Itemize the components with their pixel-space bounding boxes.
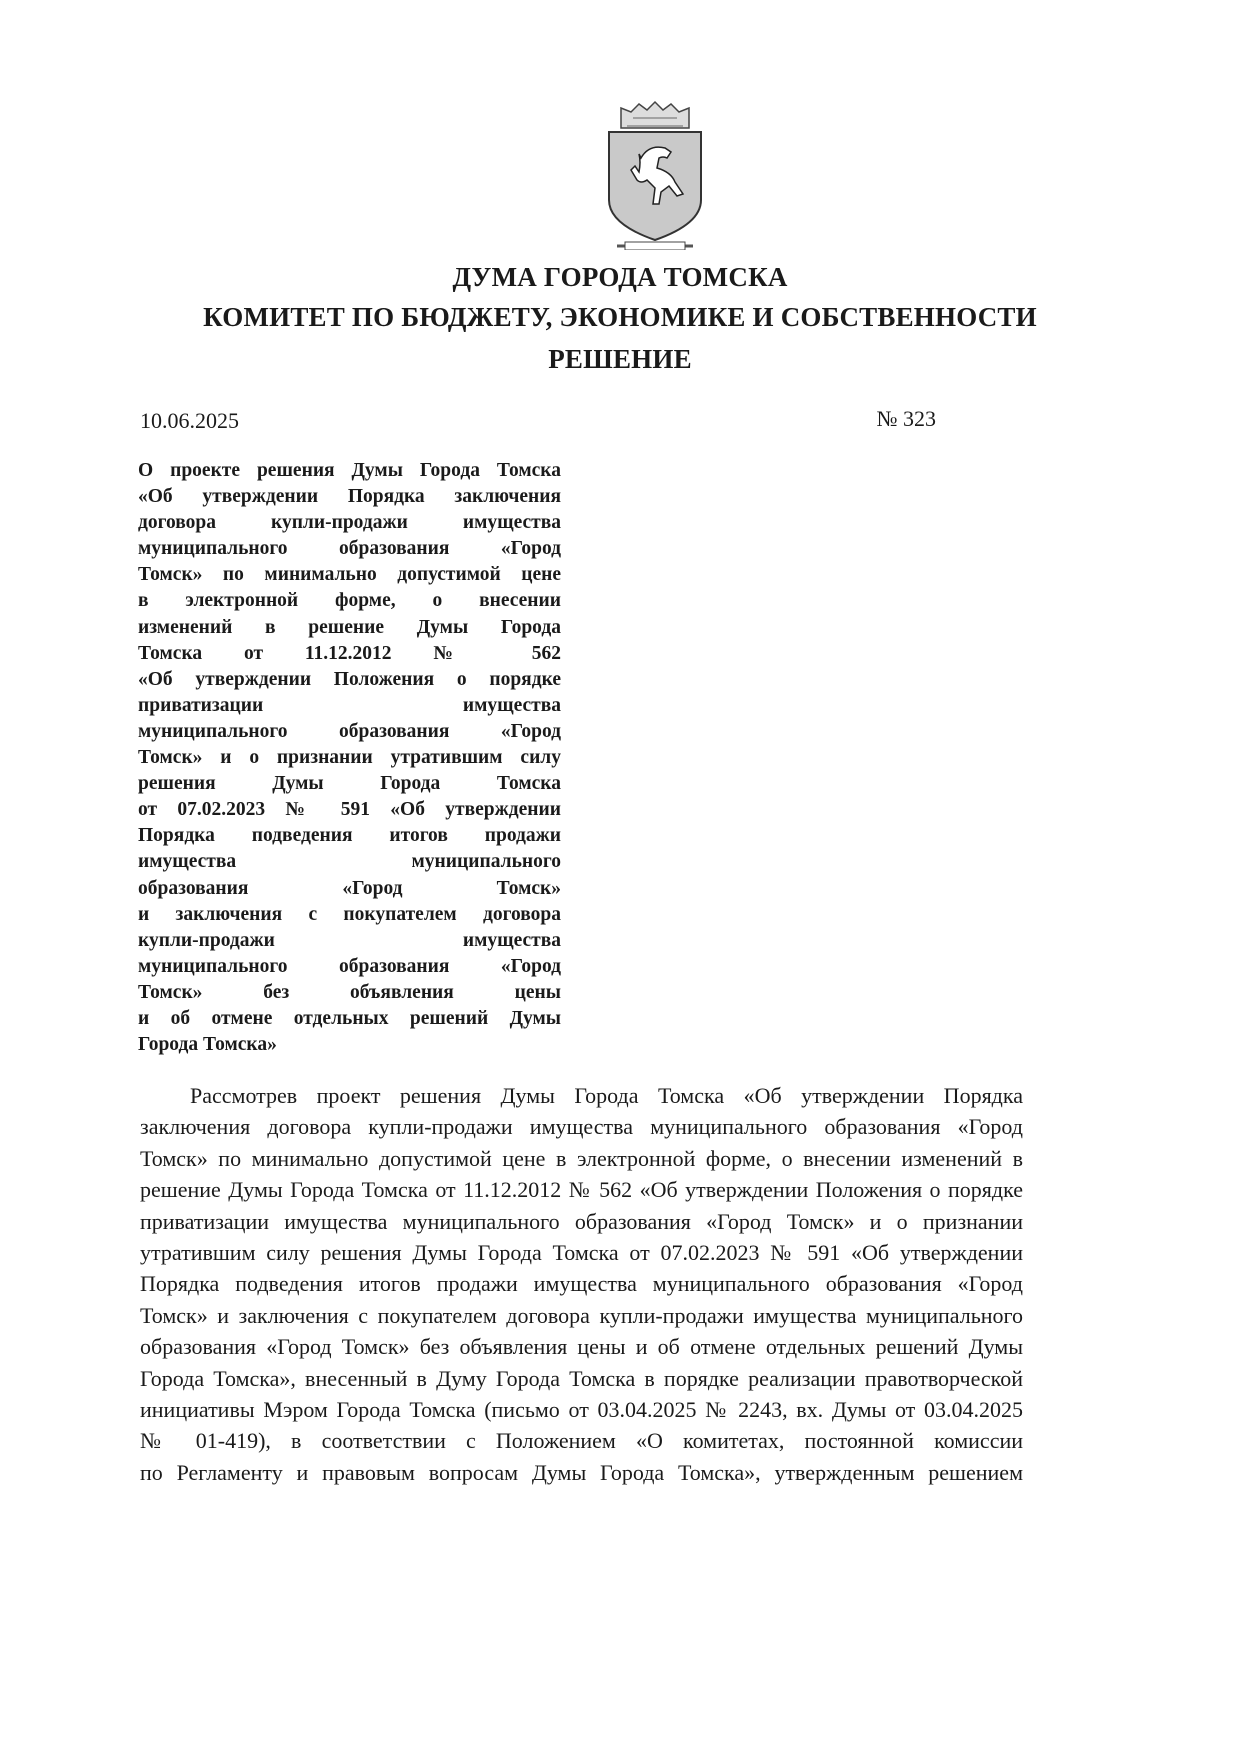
body-line: образования «Город Томск» без объявления цены и об отмене отдельных решений Думы [140,1334,1023,1360]
org-title: ДУМА ГОРОДА ТОМСКА [452,262,788,292]
decision-subject [138,458,561,1058]
subject-line: решения Думы Города Томска [138,773,561,795]
body-line: утратившим силу решения Думы Города Томска от 07.02.2023 № 591 «Об утверждении [140,1239,1023,1265]
subject-line: образования «Город Томск» [138,877,561,899]
subject-line: Томск» и о признании утратившим силу [138,747,561,769]
body-line: инициативы Мэром Города Томска (письмо от 03.04.2025 № 2243, вх. Думы от 03.04.2025 [140,1396,1023,1422]
subject-line: О проекте решения Думы Города Томска [138,460,561,481]
decision-date: 10.06.2025 [140,408,239,433]
body-line: Города Томска», внесенный в Думу Города Томска в порядке реализации правотворческой [140,1365,1023,1391]
subject-line: Томск» без объявления цены [138,981,561,1003]
subject-line: Города Томска» [138,1034,277,1056]
body-line: № 01-419), в соответствии с Положением «О комитетах, постоянной комиссии [140,1428,1023,1454]
subject-line: изменений в решение Думы Города [138,616,561,638]
subject-line: «Об утверждении Порядка заключения [138,486,561,508]
coat-of-arms-icon [603,100,707,250]
decision-body [140,1080,1023,1488]
subject-line: купли-продажи имущества [138,929,561,951]
subject-line: Порядка подведения итогов продажи [138,825,561,847]
subject-line: Томска от 11.12.2012 № 562 [138,642,561,664]
subject-line: Томск» по минимально допустимой цене [138,564,561,586]
subject-line: от 07.02.2023 № 591 «Об утверждении [138,799,561,821]
subject-line: приватизации имущества [138,694,561,716]
body-line: приватизации имущества муниципального образования «Город Томск» и о признании [140,1208,1023,1234]
body-line: Томск» по минимально допустимой цене в электронной форме, о внесении изменений в [140,1145,1023,1171]
body-line: по Регламенту и правовым вопросам Думы Города Томска», утвержденным решением [140,1459,1023,1485]
body-line: заключения договора купли-продажи имущества муниципального образования «Город [140,1114,1023,1140]
committee-title: КОМИТЕТ ПО БЮДЖЕТУ, ЭКОНОМИКЕ И СОБСТВЕННОСТИ [203,302,1037,332]
subject-line: муниципального образования «Город [138,955,561,977]
subject-line: и об отмене отдельных решений Думы [138,1007,561,1029]
doc-type-title: РЕШЕНИЕ [548,344,692,374]
subject-line: муниципального образования «Город [138,538,561,560]
body-line: Порядка подведения итогов продажи имущества муниципального образования «Город [140,1271,1023,1297]
decision-number: № 323 [876,406,936,431]
subject-line: в электронной форме, о внесении [138,590,561,612]
subject-line: договора купли-продажи имущества [138,512,561,534]
subject-line: и заключения с покупателем договора [138,903,561,925]
body-line: Томск» и заключения с покупателем договора купли-продажи имущества муниципального [140,1302,1023,1328]
body-line: Рассмотрев проект решения Думы Города Томска «Об утверждении Порядка [190,1083,1023,1108]
subject-line: имущества муниципального [138,851,561,873]
subject-line: «Об утверждении Положения о порядке [138,668,561,690]
subject-line: муниципального образования «Город [138,720,561,742]
body-line: решение Думы Города Томска от 11.12.2012 № 562 «Об утверждении Положения о порядке [140,1177,1023,1203]
